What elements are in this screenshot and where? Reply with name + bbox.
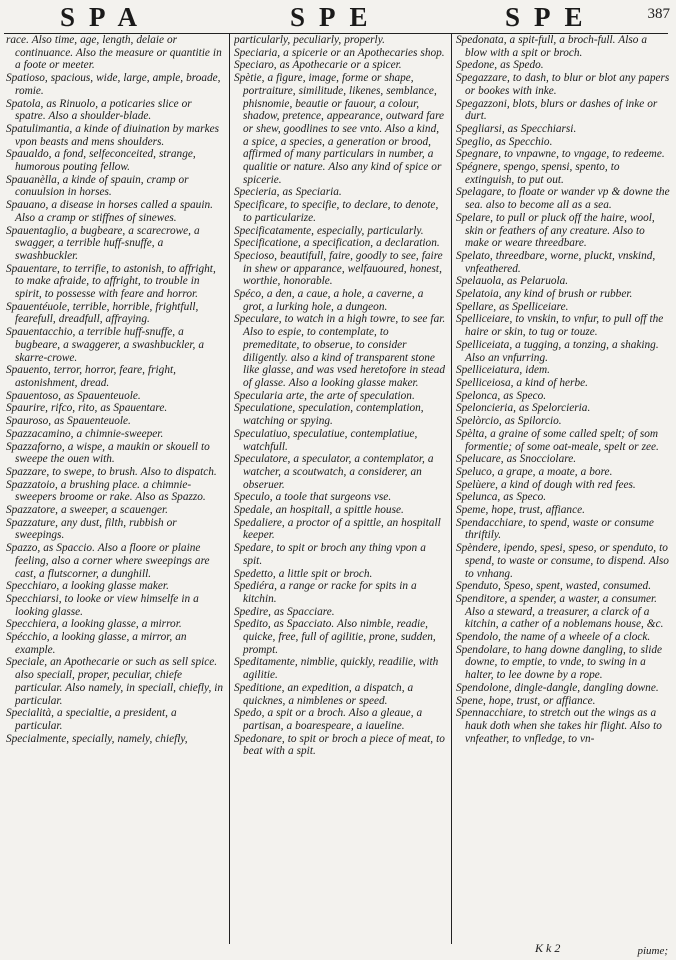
dictionary-entry: race. Also time, age, length, delaie or continuance. Also the measure or quantitie in a foote or meeter.	[6, 34, 222, 72]
dictionary-entry: Specialmente, specially, namely, chiefly,	[6, 732, 188, 745]
header-col1: SPA	[60, 2, 152, 32]
column-3	[456, 34, 670, 948]
dictionary-entry: Spelauola, as Pelaruola.	[456, 275, 569, 288]
dictionary-entry: Specieria, as Speciaria.	[234, 186, 342, 199]
dictionary-entry: Spazzatore, a sweeper, a scauenger.	[6, 504, 168, 517]
dictionary-entry: Spazzature, any dust, filth, rubbish or sweepings.	[6, 516, 177, 542]
dictionary-entry: Spauentéuole, terrible, horrible, frightfull, fearefull, dreadfull, affraying.	[6, 300, 199, 326]
dictionary-entry: Spedito, as Spacciato. Also nimble, readie, quicke, free, full of agilitie, prone, sudden, prompt.	[234, 618, 436, 656]
dictionary-entry: Specioso, beautifull, faire, goodly to see, faire in shew or apparance, welfauoured, honest, worthie, honorable.	[234, 249, 443, 288]
signature-mark: K k 2	[535, 941, 561, 955]
dictionary-entry: Spennacchiare, to stretch out the wings as a hauk doth when she takes hir flight. Also to vnfeather, to vnfledge, to vn-	[456, 707, 662, 745]
dictionary-entry: Spelatoia, any kind of brush or rubber.	[456, 288, 633, 301]
dictionary-entry: Spenditore, a spender, a waster, a consumer. Also a steward, a treasurer, a clarck of a kitchin, a cather of a noblemans house, &c.	[456, 592, 664, 631]
dictionary-entry: Speluco, a grape, a moate, a bore.	[456, 465, 613, 478]
dictionary-entry: Speculatore, a speculator, a contemplator, a watcher, a scoutwatch, a considerer, an obseruer.	[234, 453, 434, 491]
dictionary-entry: Spedonare, to spit or broch a piece of meat, to beat with a spit.	[234, 732, 445, 758]
dictionary-entry: Spegnare, to vnpawne, to vngage, to redeeme.	[456, 148, 665, 161]
dictionary-entry: Specchiera, a looking glasse, a mirror.	[6, 618, 182, 631]
dictionary-entry: Spètie, a figure, image, forme or shape, portraiture, similitude, likenes, semblance, phisnomie, beautie or fauour, a colour, shadow, pretence, appearance, outward fare or shew, goodlines to see vnto. Also a kind, a spice, a species, a generation or brood, affirmed of many particulars in number, a qualitie or nature. Also any kind of spice or spicerie.	[234, 72, 445, 186]
dictionary-entry: Specificatione, a specification, a declaration.	[234, 237, 440, 250]
dictionary-entry: Speloncieria, as Spelorcieria.	[456, 402, 591, 415]
dictionary-entry: Spendolare, to hang downe dangling, to slide downe, to emptie, to vnde, to swing in a halter, to lee downe by a rope.	[456, 643, 662, 682]
dictionary-entry: Specchiarsi, to looke or view himselfe in a looking glasse.	[6, 592, 199, 618]
column-2	[234, 34, 446, 948]
dictionary-entry: Speculo, a toole that surgeons vse.	[234, 491, 392, 504]
dictionary-entry: Spelliceiatura, idem.	[456, 364, 551, 377]
dictionary-entry: Spauentoso, as Spauenteuole.	[6, 389, 141, 402]
dictionary-entry: Speculatione, speculation, contemplation, watching or spying.	[234, 402, 424, 428]
dictionary-entry: Speciale, an Apothecarie or such as sell spice. also speciall, proper, peculiar, chiefe particular. Also namely, in speciall, chiefly, in particular.	[6, 656, 224, 707]
dictionary-entry: Spelato, threedbare, worne, pluckt, vnskind, vnfeathered.	[456, 249, 656, 275]
dictionary-entry: Spediéra, a range or racke for spits in a kitchin.	[234, 580, 417, 605]
dictionary-entry: Spauentacchio, a terrible huff-snuffe, a bugbeare, a swaggerer, a swashbuckler, a skarre-crowe.	[6, 326, 205, 364]
dictionary-entry: Spelùere, a kind of dough with red fees.	[456, 478, 636, 491]
dictionary-entry: Spelunca, as Speco.	[456, 491, 547, 504]
dictionary-entry: Spedone, as Spedo.	[456, 59, 544, 72]
dictionary-entry: Speciaria, a spicerie or an Apothecaries shop.	[234, 46, 445, 59]
dictionary-entry: Specificatamente, especially, particularly.	[234, 224, 424, 237]
dictionary-entry: Spèndere, ipendo, spesi, speso, or spenduto, to spend, to waste or consume, to dispend. Also to vnhang.	[456, 542, 669, 580]
dictionary-entry: Spégnere, spengo, spensi, spento, to extinguish, to put out.	[456, 161, 620, 186]
dictionary-entry: Spazzatoio, a brushing place. a chimnie-sweepers broome or rake. Also as Spazzo.	[6, 478, 206, 504]
dictionary-entry: Speglio, as Specchio.	[456, 135, 553, 148]
dictionary-entry: Spegazzare, to dash, to blur or blot any papers or bookes with inke.	[456, 72, 670, 97]
dictionary-entry: Spendolo, the name of a wheele of a clock.	[456, 631, 651, 644]
dictionary-entry: Spatola, as Rinuolo, a poticaries slice or spatre. Also a shoulder-blade.	[6, 97, 192, 123]
dictionary-entry: Spegazzoni, blots, blurs or dashes of inke or durt.	[456, 97, 658, 123]
dictionary-entry: Spedare, to spit or broch any thing vpon a spit.	[234, 542, 426, 567]
dictionary-entry: Speciaro, as Apothecarie or a spicer.	[234, 59, 402, 72]
dictionary-entry: Specchiaro, a looking glasse maker.	[6, 580, 169, 593]
dictionary-entry: Spedale, an hospitall, a spittle house.	[234, 504, 404, 517]
header-col2: SPE	[290, 2, 382, 32]
dictionary-entry: Speculatiuo, speculatiue, contemplatiue, watchfull.	[234, 427, 418, 453]
dictionary-entry: Spedire, as Spacciare.	[234, 605, 335, 618]
header-col3: SPE	[505, 2, 597, 32]
dictionary-entry: Spegliarsi, as Specchiarsi.	[456, 122, 577, 135]
dictionary-entry: Spauento, terror, horror, feare, fright, astonishment, dread.	[6, 364, 176, 389]
dictionary-entry: Speditamente, nimblie, quickly, readilie, with agilitie.	[234, 656, 439, 682]
dictionary-entry: Speculare, to watch in a high towre, to see far. Also to espie, to contemplate, to premeditate, to obserue, to consider diligently. also a kind of transparent stone like glasse, and was vsed heretofore in stead of glasse. Also a looking glasse maker.	[234, 313, 446, 389]
dictionary-entry: Spauentaglio, a bugbeare, a scarecrowe, a swagger, a terrible huff-snuffe, a swashbuckler.	[6, 224, 200, 262]
dictionary-entry: Speme, hope, trust, affiance.	[456, 504, 585, 517]
dictionary-entry: Spedo, a spit or a broch. Also a gleaue, a partisan, a boarespeare, a iaueline.	[234, 707, 423, 732]
dictionary-entry: Spenduto, Speso, spent, wasted, consumed.	[456, 580, 652, 593]
dictionary-entry: Spellare, as Spelliceiare.	[456, 300, 569, 313]
dictionary-entry: Specularia arte, the arte of speculation.	[234, 389, 415, 402]
dictionary-entry: Specialità, a specialtie, a president, a particular.	[6, 707, 177, 732]
dictionary-entry: Specificare, to specifie, to declare, to denote, to particularize.	[234, 199, 439, 224]
dictionary-entry: Spauentare, to terrifie, to astonish, to affright, to make afraide, to affright, to trouble in spirit, to possesse with feare and horror.	[6, 262, 216, 301]
dictionary-entry: Spécchio, a looking glasse, a mirror, an example.	[6, 631, 187, 656]
dictionary-entry: Spauroso, as Spauenteuole.	[6, 415, 131, 428]
dictionary-entry: Spelonca, as Speco.	[456, 389, 547, 402]
running-header	[0, 0, 676, 34]
dictionary-entry: Spedaliere, a proctor of a spittle, an hospitall keeper.	[234, 516, 441, 542]
dictionary-entry: Spelagare, to floate or wander vp & downe the sea. also to become all as a sea.	[456, 186, 670, 212]
dictionary-entry: Spazzare, to swepe, to brush. Also to dispatch.	[6, 465, 217, 478]
page-number: 387	[647, 6, 670, 22]
catchword: piume;	[637, 945, 668, 957]
dictionary-entry: Spèlta, a graine of some called spelt; of som formentie; of some oat-meale, spelt or zee.	[456, 427, 659, 453]
column-divider	[229, 34, 230, 944]
dictionary-entry: Spazzo, as Spaccio. Also a floore or plaine feeling, also a corner where sweepings are cast, a flutscorner, a dunghill.	[6, 542, 210, 580]
dictionary-entry: Spedonata, a spit-full, a broch-full. Also a blow with a spit or broch.	[456, 34, 648, 59]
dictionary-entry: Spauano, a disease in horses called a spauin. Also a cramp or stiffnes of sinewes.	[6, 199, 213, 224]
dictionary-entry: Spelliceiata, a tugging, a tonzing, a shaking. Also an vnfurring.	[456, 338, 659, 364]
dictionary-entry: Spaualdo, a fond, selfeconceited, strange, humorous pouting fellow.	[6, 148, 196, 174]
dictionary-entry: Spazzacamino, a chimnie-sweeper.	[6, 427, 164, 440]
dictionary-entry: particularly, peculiarly, properly.	[234, 34, 385, 46]
dictionary-entry: Spelliceiosa, a kind of herbe.	[456, 376, 588, 389]
dictionary-entry: Spauanèlla, a kinde of spauin, cramp or conuulsion in horses.	[6, 173, 189, 199]
dictionary-entry: Spatulimantia, a kinde of diuination by markes vpon beasts and mens shoulders.	[6, 122, 219, 148]
dictionary-entry: Spaurire, rifco, rito, as Spauentare.	[6, 402, 168, 415]
dictionary-entry: Spene, hope, trust, or affiance.	[456, 694, 596, 707]
dictionary-entry: Spelucare, as Snocciolare.	[456, 453, 577, 466]
dictionary-entry: Spendacchiare, to spend, waste or consume thriftily.	[456, 516, 654, 542]
dictionary-entry: Spelòrcio, as Spilorcio.	[456, 415, 562, 428]
dictionary-entry: Speditione, an expedition, a dispatch, a quicknes, a nimblenes or speed.	[234, 681, 414, 707]
column-divider	[451, 34, 452, 944]
dictionary-entry: Spelare, to pull or pluck off the haire, wool, skin or feathers of any creature. Also to make or weare threedbare.	[456, 211, 655, 250]
dictionary-entry: Spendolone, dingle-dangle, dangling downe.	[456, 681, 659, 694]
dictionary-entry: Spéco, a den, a caue, a hole, a caverne, a grot, a lurking hole, a dungeon.	[234, 288, 424, 313]
column-1	[6, 34, 224, 948]
dictionary-entry: Spazzaforno, a wispe, a maukin or skouell to sweepe the ouen with.	[6, 440, 210, 466]
dictionary-entry: Spatioso, spacious, wide, large, ample, broade, romie.	[6, 72, 221, 97]
dictionary-entry: Spelliceiare, to vnskin, to vnfur, to pull off the haire or skin, to tug or touze.	[456, 313, 664, 339]
dictionary-entry: Spedetto, a little spit or broch.	[234, 567, 373, 580]
